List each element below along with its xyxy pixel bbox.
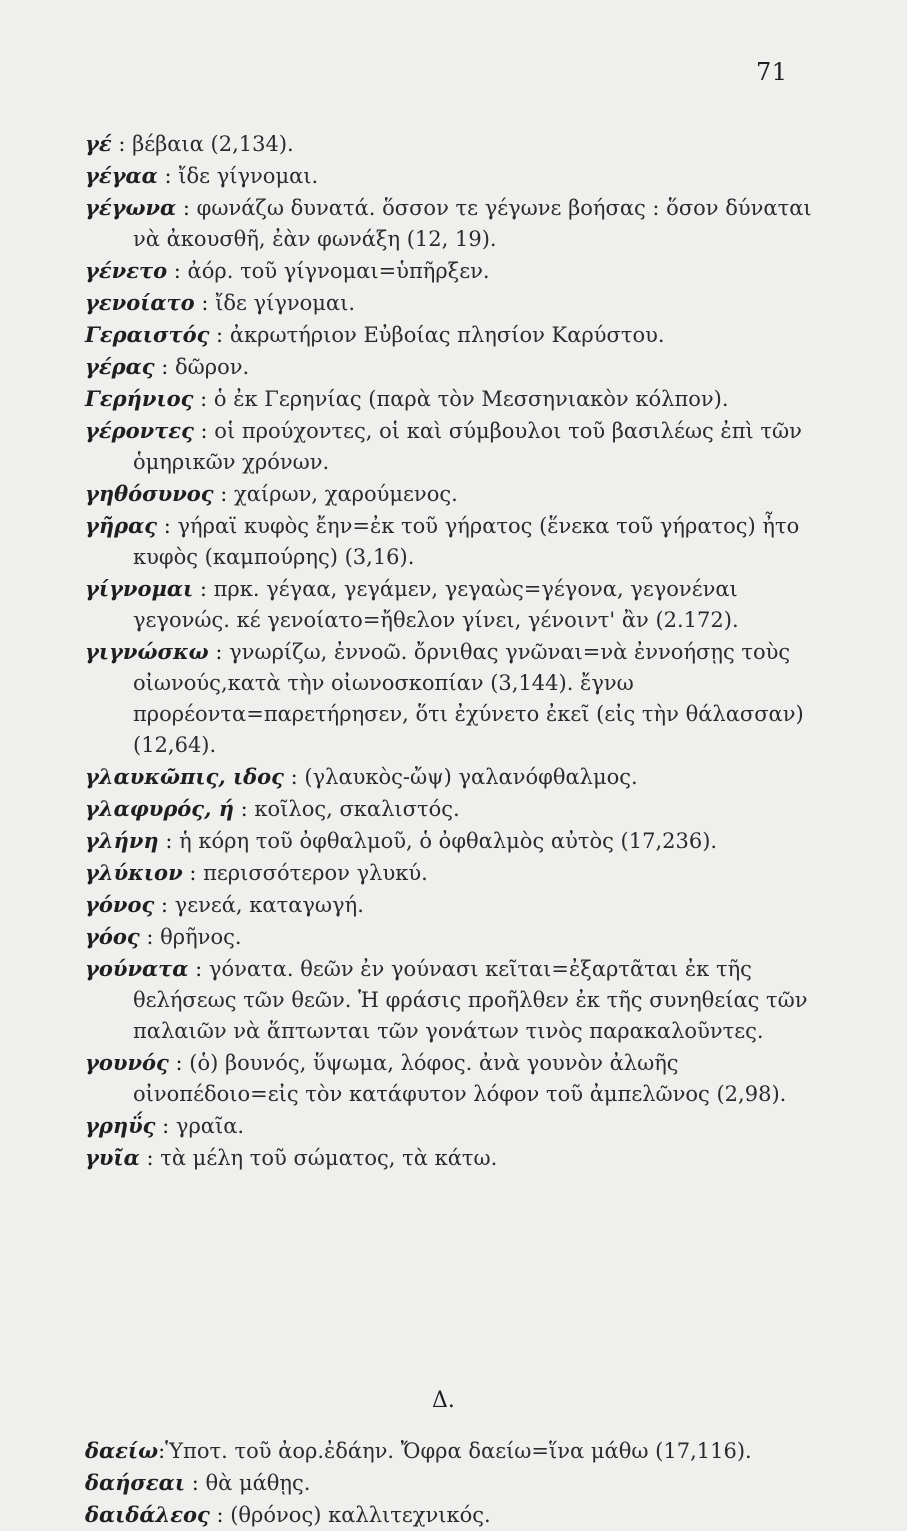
definition: (θρόνος) καλλιτεχνικός. bbox=[230, 1503, 491, 1527]
headword: γέγαα bbox=[85, 163, 158, 188]
definition: θὰ μάθῃς. bbox=[205, 1471, 311, 1495]
glossary-entry: γυῖα : τὰ μέλη τοῦ σώματος, τὰ κάτω. bbox=[85, 1145, 498, 1170]
definition: ἴδε γίγνομαι. bbox=[215, 291, 356, 315]
definition: θρῆνος. bbox=[160, 925, 242, 949]
glossary-entry: γουνός : (ὁ) βουνός, ὕψωμα, λόφος. ἀνὰ γουνὸν ἀλωῆς οἰνοπέδοιο=εἰς τὸν κατάφυτον λόφον τοῦ ἀμπελῶνος (2,98). bbox=[85, 1050, 787, 1106]
definition: ἴδε γίγνομαι. bbox=[178, 164, 319, 188]
glossary-entry: γέροντες : οἱ προύχοντες, οἱ καὶ σύμβουλοι τοῦ βασιλέως ἐπὶ τῶν ὁμηρικῶν χρόνων. bbox=[85, 418, 802, 474]
glossary-entry: γενοίατο : ἴδε γίγνομαι. bbox=[85, 290, 356, 315]
glossary-entry: γούνατα : γόνατα. θεῶν ἐν γούνασι κεῖται=ἐξαρτᾶται ἐκ τῆς θελήσεως τῶν θεῶν. Ἡ φράσις προῆλθεν ἐκ τῆς συνηθείας τῶν παλαιῶν νὰ ἅπτωνται τῶν γονάτων τινὸς παρακαλοῦντες. bbox=[85, 956, 808, 1043]
definition: γνωρίζω, ἐννοῶ. ὄρνιθας γνῶναι=νὰ ἐννοήσῃς τοὺς οἰωνούς,κατὰ τὴν οἰωνοσκοπίαν (3,144). ἔγνω προρέοντα=παρετήρησεν, ὅτι ἐχύνετο ἐκεῖ (εἰς τὴν θάλασσαν) (12,64). bbox=[133, 640, 804, 757]
glossary-entries-delta bbox=[85, 1435, 827, 1531]
headword: γλήνη bbox=[85, 828, 159, 853]
definition: (γλαυκὸς-ὤψ) γαλανόφθαλμος. bbox=[304, 765, 638, 789]
headword: γυῖα bbox=[85, 1145, 140, 1170]
definition: ἡ κόρη τοῦ ὀφθαλμοῦ, ὁ ὀφθαλμὸς αὐτὸς (17,236). bbox=[179, 829, 718, 853]
headword: γίγνομαι bbox=[85, 576, 194, 601]
glossary-entry bbox=[85, 1435, 827, 1467]
headword: γούνατα bbox=[85, 956, 189, 981]
glossary-entry: γέ : βέβαια (2,134). bbox=[85, 131, 294, 156]
definition: (ὁ) βουνός, ὕψωμα, λόφος. ἀνὰ γουνὸν ἀλωῆς οἰνοπέδοιο=εἰς τὸν κατάφυτον λόφον τοῦ ἀμπελῶνος (2,98). bbox=[133, 1051, 787, 1106]
glossary-entry: γίγνομαι : πρκ. γέγαα, γεγάμεν, γεγαὼς=γέγονα, γεγονέναι γεγονώς. κέ γενοίατο=ἤθελον γίνει, γένοιντ' ἂν (2.172). bbox=[85, 576, 739, 632]
glossary-entry: γόνος : γενεά, καταγωγή. bbox=[85, 892, 364, 917]
headword: γῆρας bbox=[85, 513, 158, 538]
headword: γλαφυρός, ή bbox=[85, 796, 234, 821]
glossary-entry: Γεραιστός : ἀκρωτήριον Εὐβοίας πλησίον Καρύστου. bbox=[85, 322, 665, 347]
glossary-entry: γέγαα : ἴδε γίγνομαι. bbox=[85, 163, 319, 188]
headword: γέγωνα bbox=[85, 195, 177, 220]
headword: γέροντες bbox=[85, 418, 194, 443]
definition: ὁ ἐκ Γερηνίας (παρὰ τὸν Μεσσηνιακὸν κόλπον). bbox=[213, 387, 729, 411]
headword: γιγνώσκω bbox=[85, 639, 209, 664]
headword: γηθόσυνος bbox=[85, 481, 214, 506]
definition: γήραϊ κυφὸς ἔην=ἐκ τοῦ γήρατος (ἕνεκα τοῦ γήρατος) ἦτο κυφὸς (καμπούρης) (3,16). bbox=[133, 514, 800, 569]
glossary-entry: γλαφυρός, ή : κοῖλος, σκαλιστός. bbox=[85, 796, 460, 821]
headword: γέρας bbox=[85, 354, 155, 379]
glossary-entry: δαιδάλεος : (θρόνος) καλλιτεχνικός. bbox=[85, 1502, 491, 1527]
headword: γέ bbox=[85, 131, 112, 156]
definition: τὰ μέλη τοῦ σώματος, τὰ κάτω. bbox=[160, 1146, 498, 1170]
headword: γλύκιον bbox=[85, 860, 183, 885]
separator: : bbox=[158, 1439, 166, 1463]
page-number: 71 bbox=[756, 58, 788, 86]
definition: χαίρων, χαρούμενος. bbox=[234, 482, 458, 506]
section-letter-delta: Δ. bbox=[432, 1388, 455, 1413]
headword: Γεραιστός bbox=[85, 322, 210, 347]
glossary-entry: γέρας : δῶρον. bbox=[85, 354, 250, 379]
definition: ἀκρωτήριον Εὐβοίας πλησίον Καρύστου. bbox=[229, 323, 665, 347]
headword: δαιδάλεος bbox=[85, 1502, 210, 1527]
definition: περισσότερον γλυκύ. bbox=[203, 861, 428, 885]
definition: γραῖα. bbox=[175, 1114, 245, 1138]
definition: φωνάζω δυνατά. ὅσσον τε γέγωνε βοήσας : ὅσον δύναται νὰ ἀκουσθῆ, ἐὰν φωνάξη (12, 19). bbox=[133, 196, 812, 251]
definition: πρκ. γέγαα, γεγάμεν, γεγαὼς=γέγονα, γεγονέναι γεγονώς. κέ γενοίατο=ἤθελον γίνει, γένοιντ' ἂν (2.172). bbox=[133, 577, 739, 632]
definition: κοῖλος, σκαλιστός. bbox=[254, 797, 460, 821]
glossary-entry: γηθόσυνος : χαίρων, χαρούμενος. bbox=[85, 481, 458, 506]
glossary-entry: γλήνη : ἡ κόρη τοῦ ὀφθαλμοῦ, ὁ ὀφθαλμὸς αὐτὸς (17,236). bbox=[85, 828, 718, 853]
definition: δῶρον. bbox=[174, 355, 250, 379]
definition: ἀόρ. τοῦ γίγνομαι=ὑπῆρξεν. bbox=[187, 259, 490, 283]
definition: γόνατα. θεῶν ἐν γούνασι κεῖται=ἐξαρτᾶται ἐκ τῆς θελήσεως τῶν θεῶν. Ἡ φράσις προῆλθεν ἐκ τῆς συνηθείας τῶν παλαιῶν νὰ ἅπτωνται τῶν γονάτων τινὸς παρακαλοῦντες. bbox=[133, 957, 808, 1043]
glossary-entry: γλύκιον : περισσότερον γλυκύ. bbox=[85, 860, 428, 885]
glossary-entry: γῆρας : γήραϊ κυφὸς ἔην=ἐκ τοῦ γήρατος (ἕνεκα τοῦ γήρατος) ἦτο κυφὸς (καμπούρης) (3,16). bbox=[85, 513, 800, 569]
headword: γόος bbox=[85, 924, 140, 949]
glossary-entry: γόος : θρῆνος. bbox=[85, 924, 242, 949]
definition: βέβαια (2,134). bbox=[132, 132, 294, 156]
headword: γλαυκῶπις, ιδος bbox=[85, 764, 284, 789]
glossary-entry: γρηΰς : γραῖα. bbox=[85, 1113, 245, 1138]
headword: γρηΰς bbox=[85, 1113, 156, 1138]
glossary-entry: γέγωνα : φωνάζω δυνατά. ὅσσον τε γέγωνε βοήσας : ὅσον δύναται νὰ ἀκουσθῆ, ἐὰν φωνάξη (12, 19). bbox=[85, 195, 812, 251]
glossary-entry: δαήσεαι : θὰ μάθῃς. bbox=[85, 1470, 311, 1495]
headword: γενοίατο bbox=[85, 290, 195, 315]
definition: οἱ προύχοντες, οἱ καὶ σύμβουλοι τοῦ βασιλέως ἐπὶ τῶν ὁμηρικῶν χρόνων. bbox=[133, 419, 802, 474]
glossary-entry: Γερήνιος : ὁ ἐκ Γερηνίας (παρὰ τὸν Μεσσηνιακὸν κόλπον). bbox=[85, 386, 729, 411]
glossary-entries-gamma bbox=[85, 128, 827, 1174]
headword: γόνος bbox=[85, 892, 155, 917]
headword: γένετο bbox=[85, 258, 168, 283]
glossary-entry: γιγνώσκω : γνωρίζω, ἐννοῶ. ὄρνιθας γνῶναι=νὰ ἐννοήσῃς τοὺς οἰωνούς,κατὰ τὴν οἰωνοσκοπίαν (3,144). ἔγνω προρέοντα=παρετήρησεν, ὅτι ἐχύνετο ἐκεῖ (εἰς τὴν θάλασσαν) (12,64). bbox=[85, 639, 804, 757]
glossary-entry: γένετο : ἀόρ. τοῦ γίγνομαι=ὑπῆρξεν. bbox=[85, 258, 490, 283]
definition: Ὑποτ. τοῦ ἀορ.ἐδάην. Ὄφρα δαείω=ἵνα μάθω (17,116). bbox=[165, 1439, 752, 1463]
glossary-entry: γλαυκῶπις, ιδος : (γλαυκὸς-ὤψ) γαλανόφθαλμος. bbox=[85, 764, 638, 789]
headword: δαείω bbox=[85, 1438, 159, 1463]
headword: δαήσεαι bbox=[85, 1470, 186, 1495]
headword: γουνός bbox=[85, 1050, 169, 1075]
headword: Γερήνιος bbox=[85, 386, 194, 411]
definition: γενεά, καταγωγή. bbox=[174, 893, 364, 917]
